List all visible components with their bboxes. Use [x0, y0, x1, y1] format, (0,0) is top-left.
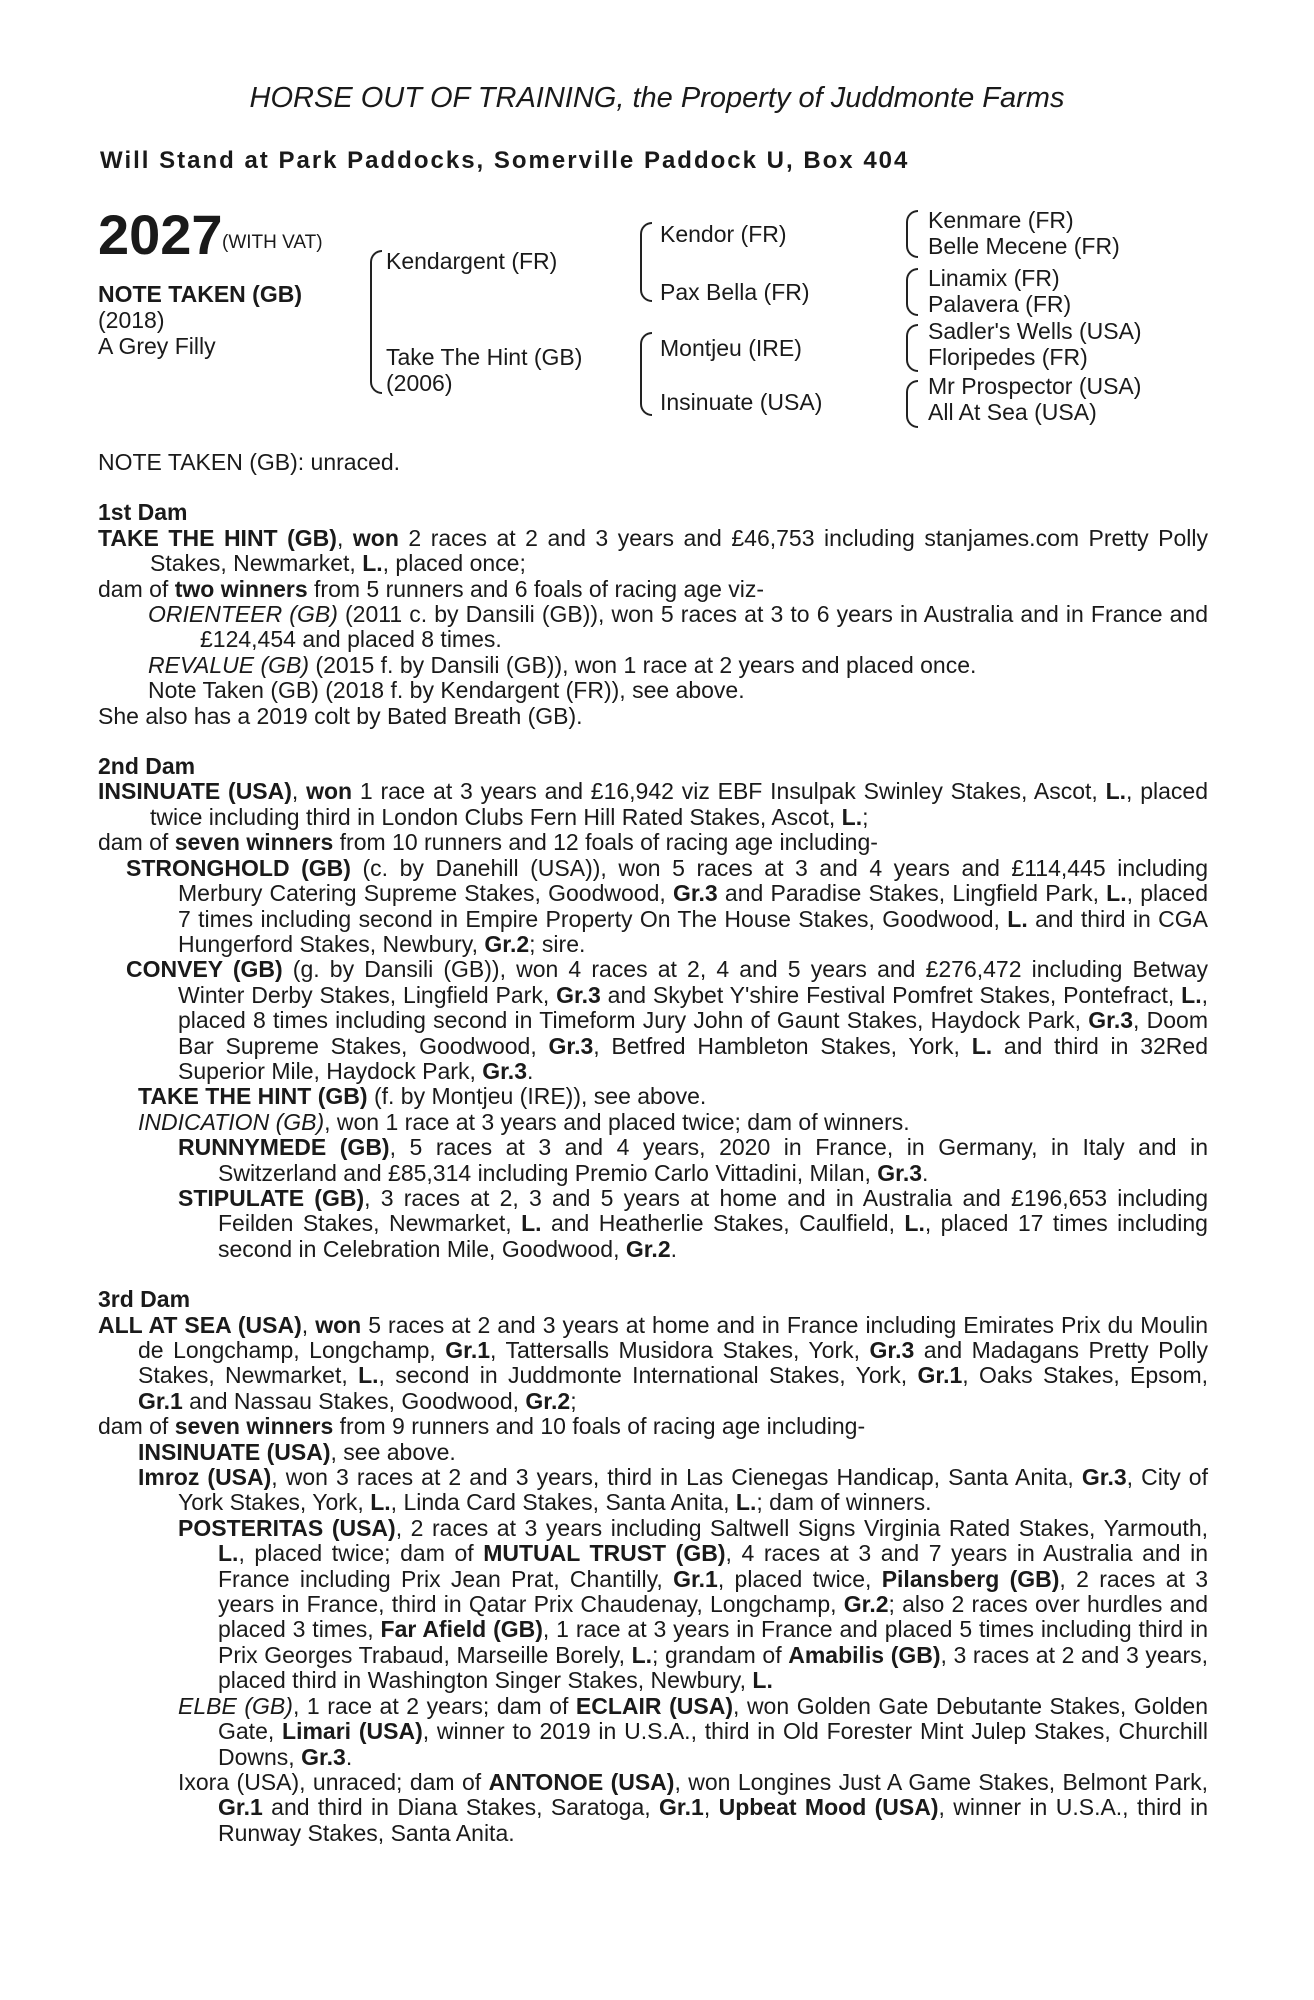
second-dam-offspring-3: TAKE THE HINT (GB) (f. by Montjeu (IRE)), see above. [138, 1083, 707, 1110]
pedigree-brace-3 [906, 324, 918, 372]
second-dam-offspring-1: STRONGHOLD (GB) (c. by Danehill (USA)), won 5 races at 3 and 4 years and £114,445 including Merbury Catering Supreme Stakes, Goodwood, Gr.3 and Paradise Stakes, Lingfield Park, L., placed 7 times including second in Empire Property On The House Stakes, Goodwood, L. and third in CGA Hungerford Stakes, Newbury, Gr.2; sire. [126, 854, 1209, 957]
first-dam-also: She also has a 2019 colt by Bated Breath (GB). [98, 702, 583, 729]
second-dam-record: INSINUATE (USA), won 1 race at 3 years and £16,942 viz EBF Insulpak Swinley Stakes, Ascot, L., placed twice including third in London Clubs Fern Hill Rated Stakes, Ascot, L.; [98, 778, 1208, 830]
first-dam-offspring-1: ORIENTEER (GB) (2011 c. by Dansili (GB)), won 5 races at 3 to 6 years in Australia and in France and £124,454 and placed 8 times. [148, 601, 1208, 653]
pedigree-dam-year: (2006) [386, 370, 453, 396]
pedigree-brace-1 [906, 210, 918, 258]
pedigree-brace-4 [906, 380, 918, 428]
third-dam-offspring-2: Imroz (USA), won 3 races at 2 and 3 years, third in Las Cienegas Handicap, Santa Anita, Gr.3, City of York Stakes, York, L., Linda Card Stakes, Santa Anita, L.; dam of winners. [138, 1464, 1208, 1516]
first-dam-offspring-2: REVALUE (GB) (2015 f. by Dansili (GB)), won 1 race at 2 years and placed once. [148, 651, 977, 678]
pedigree-brace-main [370, 250, 382, 394]
horse-year: (2018) [98, 307, 165, 333]
first-dam-heading: 1st Dam [98, 499, 188, 526]
pedigree-sire: Kendargent (FR) [386, 248, 558, 274]
third-dam-offspring-4: Ixora (USA), unraced; dam of ANTONOE (USA), won Longines Just A Game Stakes, Belmont Park, Gr.1 and third in Diana Stakes, Saratoga, Gr.1, Upbeat Mood (USA), winner in U.S.A., third in Runway Stakes, Santa Anita. [178, 1768, 1208, 1846]
third-dam-record: ALL AT SEA (USA), won 5 races at 2 and 3 years at home and in France including Emirates Prix du Moulin de Longchamp, Longchamp, Gr.1, Tattersalls Musidora Stakes, York, Gr.3 and Madagans Pretty Polly Stakes, Newmarket, L., second in Juddmonte International Stakes, York, Gr.1, Oaks Stakes, Epsom, Gr.1 and Nassau Stakes, Goodwood, Gr.2; [98, 1311, 1209, 1414]
second-dam-grand-2: STIPULATE (GB), 3 races at 2, 3 and 5 years at home and in Australia and £196,653 including Feilden Stakes, Newmarket, L. and Heatherlie Stakes, Caulfield, L., placed 17 times including second in Celebration Mile, Goodwood, Gr.2. [178, 1184, 1208, 1262]
pedigree-ss: Kendor (FR) [660, 221, 787, 247]
pedigree-dsd: Floripedes (FR) [928, 344, 1088, 370]
catalogue-body [98, 450, 1208, 1846]
pedigree-dds: Mr Prospector (USA) [928, 373, 1142, 399]
lot-number: 2027 [98, 203, 223, 266]
pedigree-ds: Montjeu (IRE) [660, 335, 802, 361]
pedigree-ssd: Belle Mecene (FR) [928, 233, 1120, 259]
pedigree-dss: Sadler's Wells (USA) [928, 318, 1142, 344]
vat-note: (WITH VAT) [222, 232, 323, 253]
first-dam-offspring-3: Note Taken (GB) (2018 f. by Kendargent (FR)), see above. [148, 677, 745, 704]
second-dam-offspring-4: INDICATION (GB), won 1 race at 3 years and placed twice; dam of winners. [138, 1108, 910, 1135]
pedigree-sds: Linamix (FR) [928, 265, 1060, 291]
first-dam-record: TAKE THE HINT (GB), won 2 races at 2 and 3 years and £46,753 including stanjames.com Pretty Polly Stakes, Newmarket, L., placed once; [98, 524, 1208, 577]
pedigree-sd: Pax Bella (FR) [660, 279, 810, 305]
pedigree-ddd: All At Sea (USA) [928, 399, 1097, 425]
third-dam-produce: dam of seven winners from 9 runners and 10 foals of racing age including- [98, 1413, 866, 1440]
second-dam-heading: 2nd Dam [98, 753, 196, 780]
first-dam-produce: dam of two winners from 5 runners and 6 foals of racing age viz- [98, 575, 765, 602]
horse-name: NOTE TAKEN (GB) [98, 281, 303, 307]
note-line: NOTE TAKEN (GB): unraced. [98, 449, 401, 475]
second-dam-produce: dam of seven winners from 10 runners and 12 foals of racing age including- [98, 829, 878, 856]
second-dam-grand-1: RUNNYMEDE (GB), 5 races at 3 and 4 years, 2020 in France, in Germany, in Italy and in Switzerland and £85,314 including Premio Carlo Vittadini, Milan, Gr.3. [178, 1134, 1208, 1186]
page-title: HORSE OUT OF TRAINING, the Property of Juddmonte Farms [249, 82, 1065, 114]
horse-description: A Grey Filly [98, 333, 216, 359]
pedigree-brace-dam [640, 332, 652, 416]
pedigree-sdd: Palavera (FR) [928, 291, 1072, 317]
third-dam-heading: 3rd Dam [98, 1286, 191, 1313]
location-line: Will Stand at Park Paddocks, Somerville Paddock U, Box 404 [100, 147, 910, 174]
pedigree-sss: Kenmare (FR) [928, 207, 1074, 233]
pedigree-brace-2 [906, 268, 918, 316]
second-dam-offspring-2: CONVEY (GB) (g. by Dansili (GB)), won 4 races at 2, 4 and 5 years and £276,472 including Betway Winter Derby Stakes, Lingfield Park, Gr.3 and Skybet Y'shire Festival Pomfret Stakes, Pontefract, L., placed 8 times including second in Timeform Jury John of Gaunt Stakes, Haydock Park, Gr.3, Doom Bar Supreme Stakes, Goodwood, Gr.3, Betfred Hambleton Stakes, York, L. and third in 32Red Superior Mile, Haydock Park, Gr.3. [126, 956, 1208, 1084]
pedigree-dd: Insinuate (USA) [660, 389, 823, 415]
pedigree-dam: Take The Hint (GB) [386, 344, 583, 370]
pedigree-brace-sire [640, 222, 652, 302]
third-dam-offspring-3: ELBE (GB), 1 race at 2 years; dam of ECLAIR (USA), won Golden Gate Debutante Stakes, Golden Gate, Limari (USA), winner to 2019 in U.S.A., third in Old Forester Mint Julep Stakes, Churchill Downs, Gr.3. [178, 1692, 1208, 1770]
third-dam-grand-1: POSTERITAS (USA), 2 races at 3 years including Saltwell Signs Virginia Rated Stakes, Yarmouth, L., placed twice; dam of MUTUAL TRUST (GB), 4 races at 3 and 7 years in Australia and in France including Prix Jean Prat, Chantilly, Gr.1, placed twice, Pilansberg (GB), 2 races at 3 years in France, third in Qatar Prix Chaudenay, Longchamp, Gr.2; also 2 races over hurdles and placed 3 times, Far Afield (GB), 1 race at 3 years in France and placed 5 times including third in Prix Georges Trabaud, Marseille Borely, L.; grandam of Amabilis (GB), 3 races at 2 and 3 years, placed third in Washington Singer Stakes, Newbury, L. [178, 1514, 1208, 1694]
third-dam-offspring-1: INSINUATE (USA), see above. [138, 1438, 456, 1465]
